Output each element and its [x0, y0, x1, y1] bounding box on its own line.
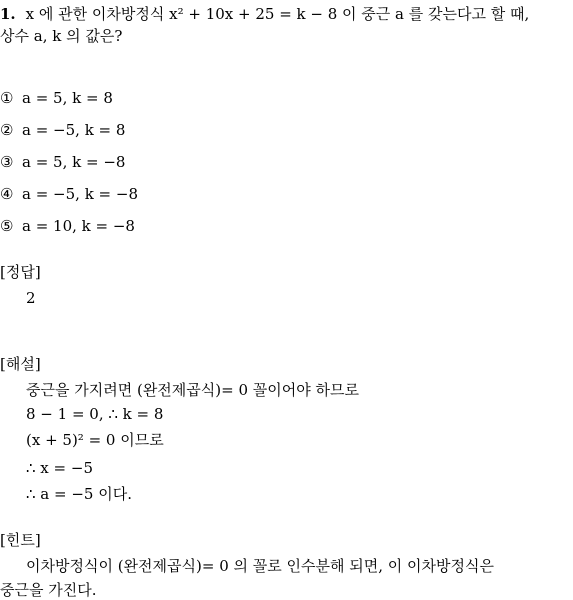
answer-value: 2: [26, 289, 36, 307]
explanation-line-4: ∴ x = −5: [26, 459, 93, 477]
choice-2[interactable]: [0, 120, 125, 140]
choice-2-text: a = −5, k = 8: [22, 121, 126, 139]
choice-1-text: a = 5, k = 8: [22, 89, 113, 107]
explanation-line-1: 중근을 가지려면 (완전제곱식)= 0 꼴이어야 하므로: [26, 381, 359, 399]
choice-5-mark: ⑤: [0, 217, 14, 235]
hint-line-1: 이차방정식이 (완전제곱식)= 0 의 꼴로 인수분해 되면, 이 이차방정식은: [26, 557, 494, 575]
answer-label: [정답]: [0, 263, 41, 281]
question-text-1: x 에 관한 이차방정식 x² + 10x + 25 = k − 8 이 중근 a 를 갖는다고 할 때,: [25, 5, 530, 23]
choice-3-mark: ③: [0, 153, 14, 171]
explanation-line-5: ∴ a = −5 이다.: [26, 485, 132, 503]
question-number: 1.: [0, 5, 16, 23]
choice-1-mark: ①: [0, 89, 14, 107]
choice-4[interactable]: [0, 184, 138, 204]
explanation-label: [해설]: [0, 355, 41, 373]
explanation-line-2: 8 − 1 = 0, ∴ k = 8: [26, 405, 164, 423]
choice-5-text: a = 10, k = −8: [22, 217, 135, 235]
question-line-1: [0, 4, 529, 24]
choice-5[interactable]: [0, 216, 135, 236]
choice-2-mark: ②: [0, 121, 14, 139]
question-text-2: 상수 a, k 의 값은?: [0, 27, 123, 45]
choice-4-mark: ④: [0, 185, 14, 203]
choice-3-text: a = 5, k = −8: [22, 153, 126, 171]
explanation-line-3: (x + 5)² = 0 이므로: [26, 431, 164, 449]
hint-line-2: 중근을 가진다.: [0, 581, 97, 599]
choice-1[interactable]: [0, 88, 113, 108]
hint-label: [힌트]: [0, 531, 41, 549]
choice-3[interactable]: [0, 152, 125, 172]
choice-4-text: a = −5, k = −8: [22, 185, 139, 203]
question-line-2: [0, 26, 122, 46]
